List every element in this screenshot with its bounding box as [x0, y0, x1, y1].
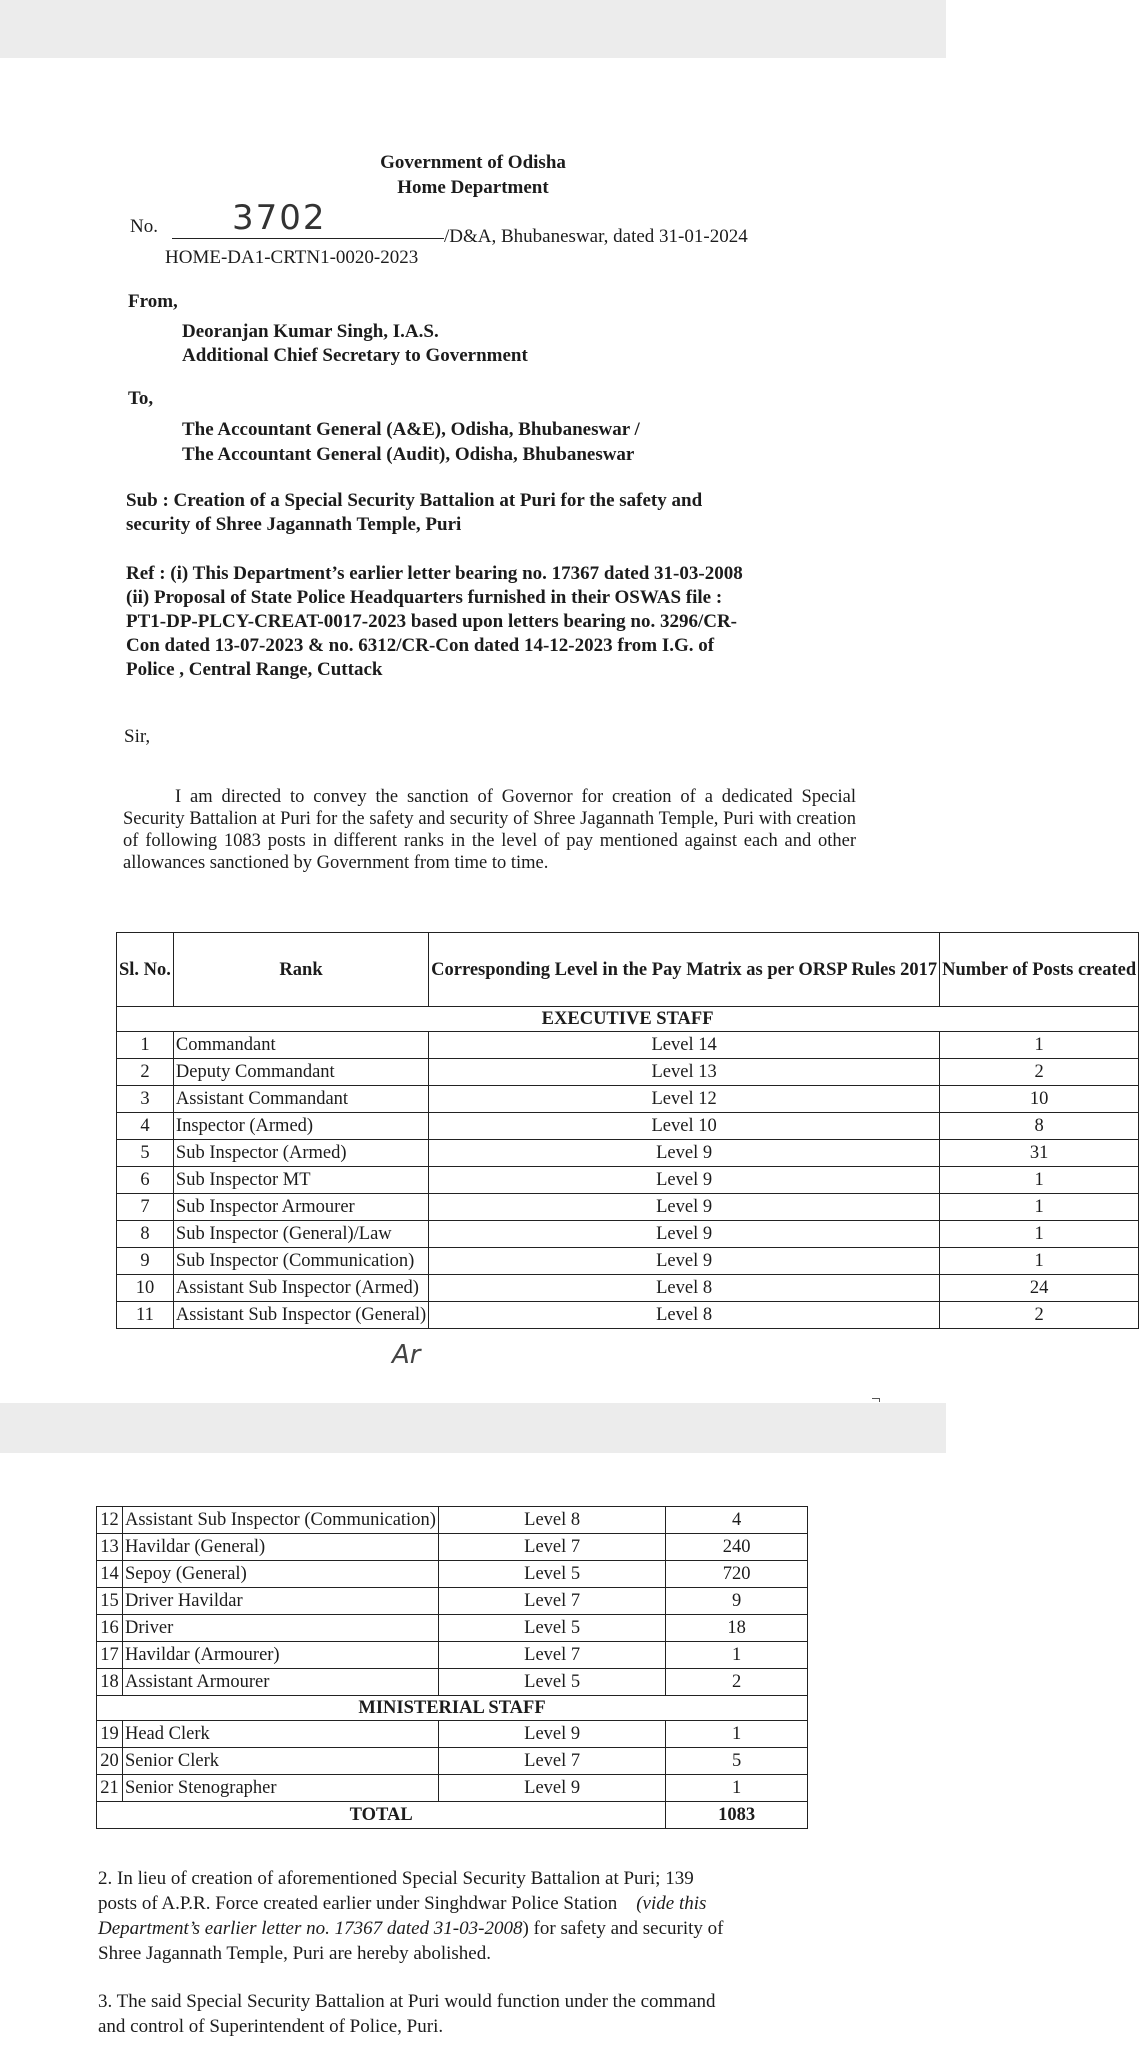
row-sl-no: 12 [97, 1507, 123, 1534]
row-sl-no: 13 [97, 1534, 123, 1561]
posts-table-continued [96, 1506, 808, 1829]
para2-line-2-text: posts of A.P.R. Force created earlier under Singhdwar Police Station [98, 1893, 618, 1914]
continued-rows [97, 1507, 808, 1696]
row-posts: 1 [666, 1775, 808, 1802]
row-pay-level: Level 9 [438, 1721, 665, 1748]
reference-line-2: (ii) Proposal of State Police Headquarters furnished in their OSWAS file : [126, 587, 723, 608]
row-rank: Deputy Commandant [173, 1059, 428, 1086]
handwritten-letter-number: 3702 [232, 198, 327, 238]
row-posts: 2 [940, 1059, 1139, 1086]
table-row [97, 1561, 808, 1588]
file-number: HOME-DA1-CRTN1-0020-2023 [165, 247, 419, 268]
row-sl-no: 6 [117, 1167, 174, 1194]
row-rank: Havildar (General) [122, 1534, 438, 1561]
row-rank: Senior Clerk [122, 1748, 438, 1775]
para2-line-3-text: ) for safety and security of [522, 1918, 724, 1939]
table-row [97, 1615, 808, 1642]
row-rank: Sub Inspector (Communication) [173, 1248, 428, 1275]
row-pay-level: Level 10 [429, 1113, 940, 1140]
row-posts: 240 [666, 1534, 808, 1561]
total-label: TOTAL [97, 1802, 666, 1829]
ministerial-rows [97, 1721, 808, 1802]
row-posts: 1 [940, 1248, 1139, 1275]
row-posts: 4 [666, 1507, 808, 1534]
body-paragraph: I am directed to convey the sanction of Governor for creation of a dedicated Special Security Battalion at Puri for the safety and security of Shree Jagannath Temple, Puri with creation of following 1083 posts in different ranks in the level of pay mentioned against each and other allowances sanctioned by Government from time to time. [123, 787, 856, 873]
government-heading: Government of Odisha [380, 152, 566, 173]
table-row [117, 1059, 1139, 1086]
table-row [97, 1748, 808, 1775]
row-posts: 1 [666, 1721, 808, 1748]
department-heading: Home Department [397, 177, 549, 198]
header-pay-level: Corresponding Level in the Pay Matrix as per ORSP Rules 2017 [429, 933, 940, 1007]
letter-no-label: No. [130, 216, 158, 237]
row-pay-level: Level 9 [429, 1167, 940, 1194]
row-sl-no: 8 [117, 1221, 174, 1248]
row-sl-no: 14 [97, 1561, 123, 1588]
table-row [117, 1113, 1139, 1140]
row-sl-no: 4 [117, 1113, 174, 1140]
ministerial-staff-heading: MINISTERIAL STAFF [97, 1696, 808, 1721]
row-pay-level: Level 9 [429, 1194, 940, 1221]
row-pay-level: Level 8 [438, 1507, 665, 1534]
row-rank: Assistant Armourer [122, 1669, 438, 1696]
initials-signature: Ar [392, 1340, 421, 1370]
row-pay-level: Level 13 [429, 1059, 940, 1086]
section-row [117, 1007, 1139, 1032]
row-posts: 1 [940, 1032, 1139, 1059]
header-number-of-posts: Number of Posts created [940, 933, 1139, 1007]
total-row [97, 1802, 808, 1829]
row-rank: Sub Inspector (Armed) [173, 1140, 428, 1167]
reference-line-3: PT1-DP-PLCY-CREAT-0017-2023 based upon letters bearing no. 3296/CR- [126, 611, 738, 632]
table-row [97, 1669, 808, 1696]
table-row [117, 1275, 1139, 1302]
reference-line-4: Con dated 13-07-2023 & no. 6312/CR-Con dated 14-12-2023 from I.G. of [126, 635, 715, 656]
row-pay-level: Level 12 [429, 1086, 940, 1113]
document-page-2 [0, 1453, 946, 2048]
row-rank: Sub Inspector (General)/Law [173, 1221, 428, 1248]
row-sl-no: 9 [117, 1248, 174, 1275]
row-posts: 8 [940, 1113, 1139, 1140]
row-rank: Sub Inspector MT [173, 1167, 428, 1194]
row-posts: 1 [666, 1642, 808, 1669]
row-sl-no: 1 [117, 1032, 174, 1059]
reference-line-1: Ref : (i) This Department’s earlier letter bearing no. 17367 dated 31-03-2008 [126, 563, 743, 584]
row-rank: Driver Havildar [122, 1588, 438, 1615]
row-pay-level: Level 7 [438, 1642, 665, 1669]
table-row [97, 1588, 808, 1615]
row-pay-level: Level 8 [429, 1302, 940, 1329]
executive-staff-heading: EXECUTIVE STAFF [117, 1007, 1139, 1032]
table-row [117, 1086, 1139, 1113]
header-sl-no: Sl. No. [117, 933, 174, 1007]
row-rank: Assistant Sub Inspector (General) [173, 1302, 428, 1329]
table-row [117, 1194, 1139, 1221]
row-pay-level: Level 8 [429, 1275, 940, 1302]
para3-line-2: and control of Superintendent of Police, Puri. [98, 2016, 444, 2037]
row-sl-no: 3 [117, 1086, 174, 1113]
subject-line-1: Sub : Creation of a Special Security Battalion at Puri for the safety and [126, 490, 703, 511]
row-rank: Sepoy (General) [122, 1561, 438, 1588]
row-pay-level: Level 9 [429, 1221, 940, 1248]
row-posts: 1 [940, 1194, 1139, 1221]
para2-line-1: 2. In lieu of creation of aforementioned Special Security Battalion at Puri; 139 [98, 1868, 694, 1889]
recipient-line-2: The Accountant General (Audit), Odisha, Bhubaneswar [182, 444, 635, 465]
viewer-top-bar [0, 0, 946, 58]
row-pay-level: Level 7 [438, 1588, 665, 1615]
row-posts: 5 [666, 1748, 808, 1775]
row-posts: 1 [940, 1221, 1139, 1248]
to-label: To, [128, 388, 154, 409]
row-rank: Havildar (Armourer) [122, 1642, 438, 1669]
para2-line-2-italic: (vide this [636, 1893, 707, 1914]
row-sl-no: 20 [97, 1748, 123, 1775]
section-row [97, 1696, 808, 1721]
row-rank: Head Clerk [122, 1721, 438, 1748]
row-rank: Assistant Commandant [173, 1086, 428, 1113]
row-pay-level: Level 9 [429, 1248, 940, 1275]
row-sl-no: 7 [117, 1194, 174, 1221]
table-row [117, 1167, 1139, 1194]
row-pay-level: Level 9 [429, 1140, 940, 1167]
letter-no-underline [172, 238, 444, 239]
row-posts: 9 [666, 1588, 808, 1615]
salutation: Sir, [124, 726, 151, 747]
table-row [97, 1775, 808, 1802]
row-sl-no: 18 [97, 1669, 123, 1696]
posts-table [116, 932, 1139, 1329]
page-corner-mark [872, 1398, 880, 1402]
letter-date: /D&A, Bhubaneswar, dated 31-01-2024 [444, 226, 748, 247]
row-rank: Driver [122, 1615, 438, 1642]
row-posts: 2 [940, 1302, 1139, 1329]
row-pay-level: Level 7 [438, 1534, 665, 1561]
document-page-1 [0, 58, 1137, 1403]
table-row [97, 1507, 808, 1534]
table-row [117, 1302, 1139, 1329]
row-rank: Commandant [173, 1032, 428, 1059]
table-header-row [117, 933, 1139, 1007]
row-pay-level: Level 9 [438, 1775, 665, 1802]
row-rank: Sub Inspector Armourer [173, 1194, 428, 1221]
row-sl-no: 5 [117, 1140, 174, 1167]
row-rank: Senior Stenographer [122, 1775, 438, 1802]
row-sl-no: 17 [97, 1642, 123, 1669]
table-row [117, 1221, 1139, 1248]
row-rank: Assistant Sub Inspector (Armed) [173, 1275, 428, 1302]
total-value: 1083 [666, 1802, 808, 1829]
table-row [117, 1032, 1139, 1059]
para2-line-3-italic: Department’s earlier letter no. 17367 dated 31-03-2008 [98, 1918, 523, 1939]
sender-name: Deoranjan Kumar Singh, I.A.S. [182, 321, 439, 342]
table-row [117, 1140, 1139, 1167]
header-rank: Rank [173, 933, 428, 1007]
para3-line-1: 3. The said Special Security Battalion at Puri would function under the command [98, 1991, 716, 2012]
row-sl-no: 2 [117, 1059, 174, 1086]
row-rank: Assistant Sub Inspector (Communication) [122, 1507, 438, 1534]
table-row [97, 1721, 808, 1748]
subject-line-2: security of Shree Jagannath Temple, Puri [126, 514, 462, 535]
row-posts: 10 [940, 1086, 1139, 1113]
row-pay-level: Level 14 [429, 1032, 940, 1059]
row-posts: 18 [666, 1615, 808, 1642]
row-posts: 31 [940, 1140, 1139, 1167]
row-rank: Inspector (Armed) [173, 1113, 428, 1140]
para2-line-2 [98, 1893, 706, 1915]
row-pay-level: Level 5 [438, 1669, 665, 1696]
row-posts: 2 [666, 1669, 808, 1696]
row-sl-no: 15 [97, 1588, 123, 1615]
row-pay-level: Level 7 [438, 1748, 665, 1775]
row-posts: 720 [666, 1561, 808, 1588]
reference-line-5: Police , Central Range, Cuttack [126, 659, 383, 680]
sender-designation: Additional Chief Secretary to Government [182, 345, 528, 366]
row-posts: 1 [940, 1167, 1139, 1194]
row-sl-no: 10 [117, 1275, 174, 1302]
table-row [117, 1248, 1139, 1275]
para2-line-4: Shree Jagannath Temple, Puri are hereby abolished. [98, 1943, 491, 1964]
from-label: From, [128, 291, 178, 312]
row-sl-no: 16 [97, 1615, 123, 1642]
para2-line-3 [98, 1918, 723, 1940]
row-pay-level: Level 5 [438, 1561, 665, 1588]
table-row [97, 1642, 808, 1669]
row-pay-level: Level 5 [438, 1615, 665, 1642]
row-posts: 24 [940, 1275, 1139, 1302]
row-sl-no: 21 [97, 1775, 123, 1802]
page-gap [0, 1403, 946, 1453]
executive-rows [117, 1032, 1139, 1329]
recipient-line-1: The Accountant General (A&E), Odisha, Bhubaneswar / [182, 419, 640, 440]
row-sl-no: 11 [117, 1302, 174, 1329]
row-sl-no: 19 [97, 1721, 123, 1748]
table-row [97, 1534, 808, 1561]
